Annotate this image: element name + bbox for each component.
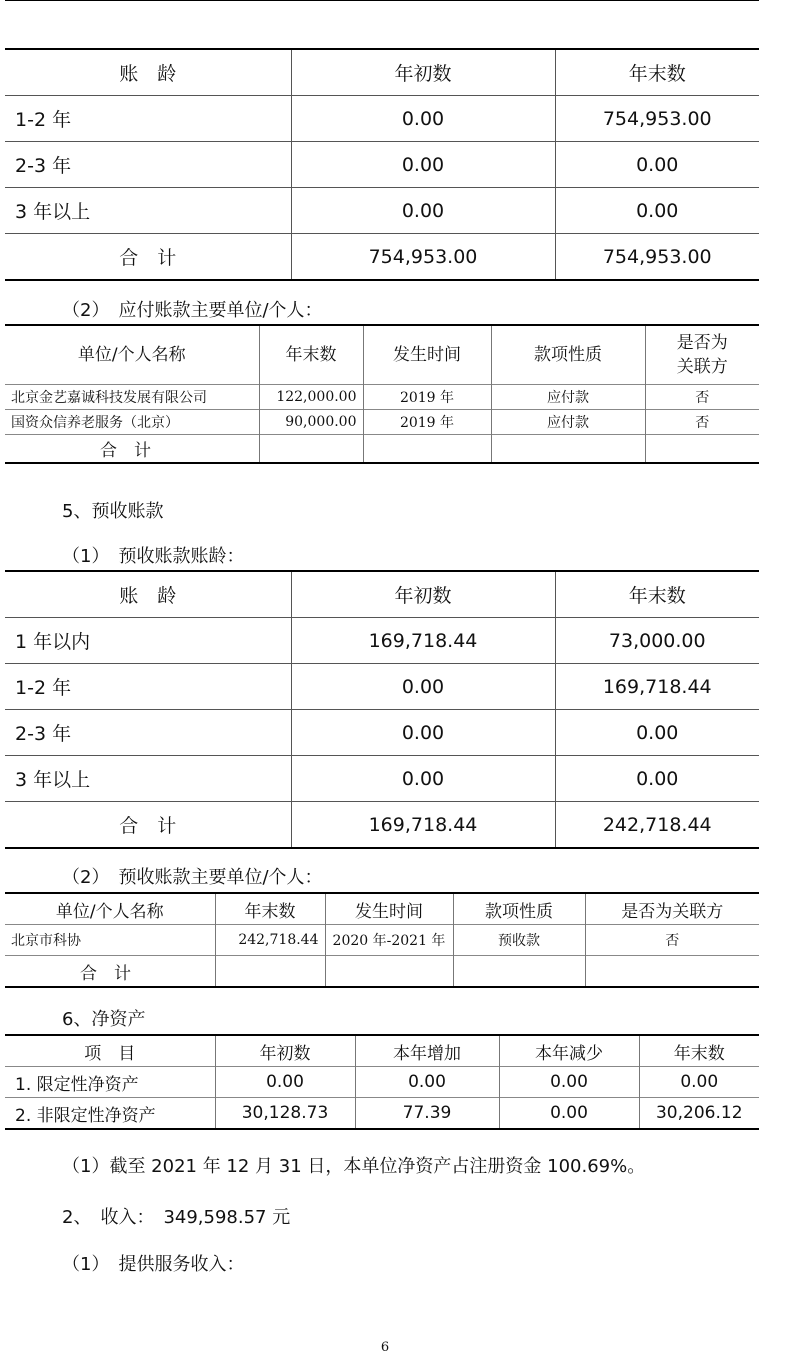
net-item: 1. 限定性净资产 — [5, 1067, 215, 1098]
row-label: 2-3 年 — [5, 710, 291, 756]
table-row — [5, 142, 759, 188]
header-nature: 款项性质 — [453, 893, 585, 925]
total-begin: 169,718.44 — [291, 802, 555, 849]
total-cell — [491, 435, 645, 464]
row-label: 3 年以上 — [5, 756, 291, 802]
service-income-note: （1） 提供服务收入： — [62, 1254, 245, 1275]
header-begin: 年初数 — [291, 49, 555, 96]
net-begin: 0.00 — [215, 1067, 355, 1098]
table-row — [5, 925, 759, 956]
total-begin: 754,953.00 — [291, 234, 555, 281]
total-row — [5, 802, 759, 849]
row-begin: 0.00 — [291, 710, 555, 756]
payable-units-heading: （2） 应付账款主要单位/个人： — [62, 300, 323, 321]
total-cell — [585, 956, 759, 988]
net-end: 30,206.12 — [639, 1098, 759, 1130]
unit-time: 2019 年 — [363, 410, 491, 435]
table-row — [5, 96, 759, 142]
row-end: 73,000.00 — [555, 618, 759, 664]
net-decrease: 0.00 — [499, 1067, 639, 1098]
section-5-sub1: （1） 预收账款账龄： — [62, 546, 245, 567]
unit-nature: 预收款 — [453, 925, 585, 956]
row-end: 754,953.00 — [555, 96, 759, 142]
header-aging: 账 龄 — [5, 571, 291, 618]
net-ratio-note: （1）截至 2021 年 12 月 31 日，本单位净资产占注册资金 100.69%。 — [62, 1156, 646, 1177]
total-label: 合 计 — [5, 956, 215, 988]
header-amount: 年末数 — [259, 325, 363, 385]
row-label: 2-3 年 — [5, 142, 291, 188]
row-end: 0.00 — [555, 188, 759, 234]
header-related: 是否为关联方 — [645, 325, 759, 385]
row-label: 1-2 年 — [5, 96, 291, 142]
table-header-row — [5, 1035, 759, 1067]
table-row — [5, 618, 759, 664]
payable-aging-table — [5, 48, 759, 281]
row-end: 0.00 — [555, 142, 759, 188]
net-increase: 0.00 — [355, 1067, 499, 1098]
total-label: 合 计 — [5, 234, 291, 281]
page-number: 6 — [380, 1340, 390, 1355]
header-time: 发生时间 — [325, 893, 453, 925]
net-decrease: 0.00 — [499, 1098, 639, 1130]
row-end: 169,718.44 — [555, 664, 759, 710]
unit-nature: 应付款 — [491, 385, 645, 410]
total-label: 合 计 — [5, 802, 291, 849]
header-end: 年末数 — [628, 585, 686, 607]
header-aging: 账 龄 — [5, 49, 291, 96]
header-end: 年末数 — [628, 63, 686, 85]
row-end: 0.00 — [555, 756, 759, 802]
total-row — [5, 435, 759, 464]
net-item: 2. 非限定性净资产 — [5, 1098, 215, 1130]
total-cell — [259, 435, 363, 464]
table-row — [5, 756, 759, 802]
unit-name: 北京市科协 — [5, 925, 215, 956]
section-5-title: 5、预收账款 — [62, 501, 164, 522]
total-end: 754,953.00 — [555, 234, 759, 281]
total-cell — [215, 956, 325, 988]
total-end: 242,718.44 — [555, 802, 759, 849]
unit-amount: 90,000.00 — [259, 410, 363, 435]
header-amount: 年末数 — [215, 893, 325, 925]
table-row — [5, 1098, 759, 1130]
header-name: 单位/个人名称 — [55, 901, 164, 922]
total-cell — [325, 956, 453, 988]
advance-units-table — [5, 892, 759, 988]
unit-related: 否 — [645, 410, 759, 435]
row-begin: 0.00 — [291, 756, 555, 802]
total-label: 合 计 — [5, 435, 259, 464]
header-name: 单位/个人名称 — [77, 345, 186, 365]
header-time: 发生时间 — [363, 325, 491, 385]
payable-units-table — [5, 324, 759, 464]
top-rule — [5, 0, 759, 1]
advance-aging-table — [5, 570, 759, 849]
header-begin: 年初数 — [291, 571, 555, 618]
table-row — [5, 664, 759, 710]
total-row — [5, 234, 759, 281]
unit-nature: 应付款 — [491, 410, 645, 435]
unit-amount: 242,718.44 — [215, 925, 325, 956]
net-increase: 77.39 — [355, 1098, 499, 1130]
table-header-row — [5, 893, 759, 925]
row-begin: 0.00 — [291, 188, 555, 234]
unit-name: 北京金艺嘉诚科技发展有限公司 — [5, 385, 259, 410]
header-begin: 年初数 — [215, 1035, 355, 1067]
row-begin: 0.00 — [291, 664, 555, 710]
total-cell — [645, 435, 759, 464]
income-note: 2、 收入： 349,598.57 元 — [62, 1207, 291, 1228]
unit-related: 否 — [645, 385, 759, 410]
net-assets-table — [5, 1034, 759, 1130]
row-label: 3 年以上 — [5, 188, 291, 234]
advance-units-heading: （2） 预收账款主要单位/个人： — [62, 867, 323, 888]
table-row — [5, 188, 759, 234]
net-end: 0.00 — [639, 1067, 759, 1098]
total-row — [5, 956, 759, 988]
table-row — [5, 1067, 759, 1098]
table-row — [5, 410, 759, 435]
unit-time: 2019 年 — [363, 385, 491, 410]
table-header-row — [5, 325, 759, 385]
row-label: 1-2 年 — [5, 664, 291, 710]
row-label: 1 年以内 — [5, 618, 291, 664]
header-decrease: 本年减少 — [499, 1035, 639, 1067]
row-begin: 0.00 — [291, 142, 555, 188]
total-cell — [363, 435, 491, 464]
header-nature: 款项性质 — [491, 325, 645, 385]
header-related: 是否为关联方 — [585, 893, 759, 925]
header-increase: 本年增加 — [355, 1035, 499, 1067]
table-row — [5, 385, 759, 410]
total-cell — [453, 956, 585, 988]
table-header-row — [5, 571, 759, 618]
unit-related: 否 — [585, 925, 759, 956]
unit-time: 2020 年-2021 年 — [325, 925, 453, 956]
header-item: 项 目 — [84, 1043, 136, 1064]
table-row — [5, 710, 759, 756]
unit-amount: 122,000.00 — [259, 385, 363, 410]
row-begin: 0.00 — [291, 96, 555, 142]
section-6-title: 6、净资产 — [62, 1009, 146, 1030]
row-end: 0.00 — [555, 710, 759, 756]
row-begin: 169,718.44 — [291, 618, 555, 664]
header-end: 年末数 — [639, 1035, 759, 1067]
unit-name: 国资众信养老服务（北京） — [5, 410, 259, 435]
net-begin: 30,128.73 — [215, 1098, 355, 1130]
table-header-row — [5, 49, 759, 96]
